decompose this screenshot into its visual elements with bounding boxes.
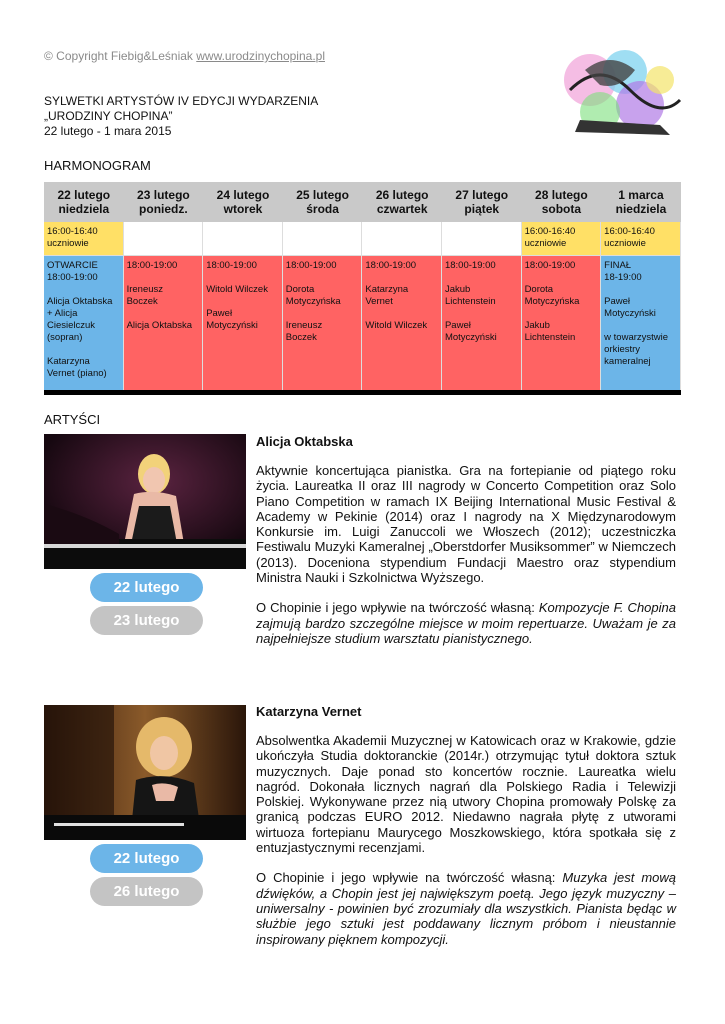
concert-line: Motyczyńska [524,296,580,307]
empty-cell [203,222,283,256]
schedule-table [44,182,681,395]
concert-line [47,344,120,356]
event-dates: 22 lutego - 1 mara 2015 [44,124,172,138]
concert-cell [442,256,522,390]
bio-paragraph: Absolwentka Akademii Muzycznej w Katowicach oraz w Krakowie, gdzie ukończyła Studia doktoranckie (2014r.) otrzymując tytuł doktora sztuk muzycznych. Daje ponad sto koncertów rocznie. Laureatka wielu nagród. Dokonała licznych nagrań dla Polskiego Radia i Telewizji Polskiej. Wykonywane przez nią utwory Chopina promowały Polskę za granicą podczas EURO 2012. Niedawno nagrała płytę z utworami wirtuoza fortepianu Maurycego Moszkowskiego, która spotkała się z entuzjastycznymi recenzjami. [256,733,676,856]
concert-line: Ciesielczuk [47,320,96,331]
bio-quote-paragraph [256,870,676,946]
bio-paragraph: Aktywnie koncertująca pianistka. Gra na fortepianie od piątego roku życia. Laureatka II oraz III nagrody w Concerto Competition oraz Solo Piano Competition w ramach IX Beijing International Music Festival & Academy w Pekinie (2014) oraz I nagrody na X Międzynarodowym Konkursie im. Luigi Zanuccoli we Włoszech (2012); uczestniczka Festiwalu Muzyki Kameralnej „Oberstdorfer Musiksommer” w Niemczech (2013). Doceniona stypendium Fundacji Maestro oraz stypendium Ministra Nauki i Szkolnictwa Wyższego. [256,463,676,586]
harmonogram-title: HARMONOGRAM [44,158,151,173]
concert-line: orkiestry [604,344,641,355]
concert-line: (sopran) [47,332,83,343]
students-row [44,222,681,256]
concert-line: Ireneusz [126,284,164,295]
date-pill-blue: 22 lutego [90,573,203,602]
quote-text: Kompozycje F. Chopina zajmują bardzo szczególne miejsce w moim repertuarze. Uważam je za najpełniejsze studium warsztatu pianistycznego. [256,600,676,646]
quote-lead: O Chopinie i jego wpływie na twórczość własną: [256,600,539,616]
concerts-row [44,256,681,390]
concert-line: Jakub [444,284,471,295]
concert-cell [522,256,602,390]
quote-text: Muzyka jest mową dźwięków, a Chopin jest jej największym poetą. Jego język muzyczny – uniwersalny - powinien być zrozumiały dla wszystkich. Pianista będąc w służbie jego sztuki jest poddawany licznym próbom i nieustannie inspirowany pięknem kompozycji. [256,870,676,947]
artist-name: Alicja Oktabska [256,434,353,449]
concert-line: OTWARCIE [47,260,98,271]
concert-line: Motyczyński [604,308,656,319]
concert-line: 18:00-19:00 [285,260,337,271]
concert-line: w towarzystwie [604,332,669,343]
event-title-line1: SYLWETKI ARTYSTÓW IV EDYCJI WYDARZENIA [44,94,319,108]
schedule-header-row [44,182,681,222]
artist-bio [256,733,676,962]
concert-line: 18:00-19:00 [126,260,178,271]
day-header: 26 lutego czwartek [375,188,429,216]
day-header: 25 lutego środa [296,188,349,216]
concert-line: Boczek [126,296,158,307]
day-header: 22 lutego niedziela [57,188,111,216]
concert-cell [283,256,363,390]
concert-cell [44,256,124,390]
artist-photo-oktabska [44,434,246,569]
concert-line: Ireneusz [285,320,323,331]
concert-line [47,284,120,296]
empty-cell [442,222,522,256]
concert-line [286,308,359,320]
copyright-line [44,49,325,63]
concert-line: + Alicja [47,308,78,319]
concert-line: FINAŁ [604,260,632,271]
day-header: 27 lutego piątek [455,188,509,216]
date-pill-grey: 26 lutego [90,877,203,906]
concert-line [286,272,359,284]
concert-line: 18:00-19:00 [444,260,496,271]
concert-line [365,272,438,284]
website-link[interactable]: www.urodzinychopina.pl [196,49,325,63]
concert-line: Lichtenstein [524,332,576,343]
concert-line [525,272,598,284]
concert-line: kameralnej [604,356,651,367]
artist-bio [256,463,676,661]
empty-cell [124,222,204,256]
concert-line: Lichtenstein [444,296,496,307]
concert-line [127,308,200,320]
concert-line: Katarzyna [47,356,90,367]
day-header: 28 lutego sobota [535,188,588,216]
concert-line: 18:00-19:00 [524,260,576,271]
concert-line: Jakub [524,320,550,331]
concert-line: Paweł [444,320,471,331]
concert-cell [203,256,283,390]
concert-line: Motyczyński [444,332,497,343]
concert-line: 18:00-19:00 [47,272,98,283]
empty-cell [283,222,363,256]
concert-line: Alicja Oktabska [126,320,193,331]
concert-line: 18:00-19:00 [206,260,257,271]
chopina-logo [530,40,690,150]
concert-line: Dorota [285,284,315,295]
concert-line: Paweł [604,296,631,307]
concert-line: Witold Wilczek [206,284,268,295]
concert-cell [124,256,204,390]
artist-name: Katarzyna Vernet [256,704,362,719]
concert-cell [362,256,442,390]
empty-cell [362,222,442,256]
concert-line: Witold Wilczek [365,320,428,331]
day-header: 23 lutego poniedz. [137,188,190,216]
concert-line: Alicja Oktabska [47,296,113,307]
concert-line: Boczek [285,332,317,343]
concert-line [127,272,200,284]
artist-photo-vernet [44,705,246,840]
concert-line [604,284,677,296]
event-header [44,94,318,139]
concert-line: 18:00-19:00 [365,260,417,271]
artists-title: ARTYŚCI [44,412,101,427]
concert-cell [601,256,681,390]
students-cell: 16:00-16:40 uczniowie [601,222,681,256]
concert-line [206,296,279,308]
quote-lead: O Chopinie i jego wpływie na twórczość własną: [256,870,563,886]
concert-line [365,308,438,320]
concert-line [604,320,677,332]
concert-line: Vernet (piano) [47,368,107,379]
concert-line: Dorota [524,284,554,295]
copyright-text: © Copyright Fiebig&Leśniak [44,49,197,63]
concert-line [206,272,279,284]
concert-line: Motyczyński [206,320,258,331]
concert-line: Paweł [206,308,233,319]
concert-line [445,272,518,284]
concert-line: Katarzyna [365,284,409,295]
day-header: 1 marca niedziela [615,188,667,216]
students-cell: 16:00-16:40 uczniowie [44,222,124,256]
date-pill-blue: 22 lutego [90,844,203,873]
students-cell: 16:00-16:40 uczniowie [522,222,602,256]
concert-line: 18-19:00 [604,272,642,283]
concert-line: Vernet [365,296,393,307]
date-pill-grey: 23 lutego [90,606,203,635]
concert-line [525,308,598,320]
concert-line: Motyczyńska [285,296,341,307]
bio-quote-paragraph [256,600,676,646]
event-title-line2: „URODZINY CHOPINA” [44,109,173,123]
concert-line [445,308,518,320]
day-header: 24 lutego wtorek [216,188,270,216]
